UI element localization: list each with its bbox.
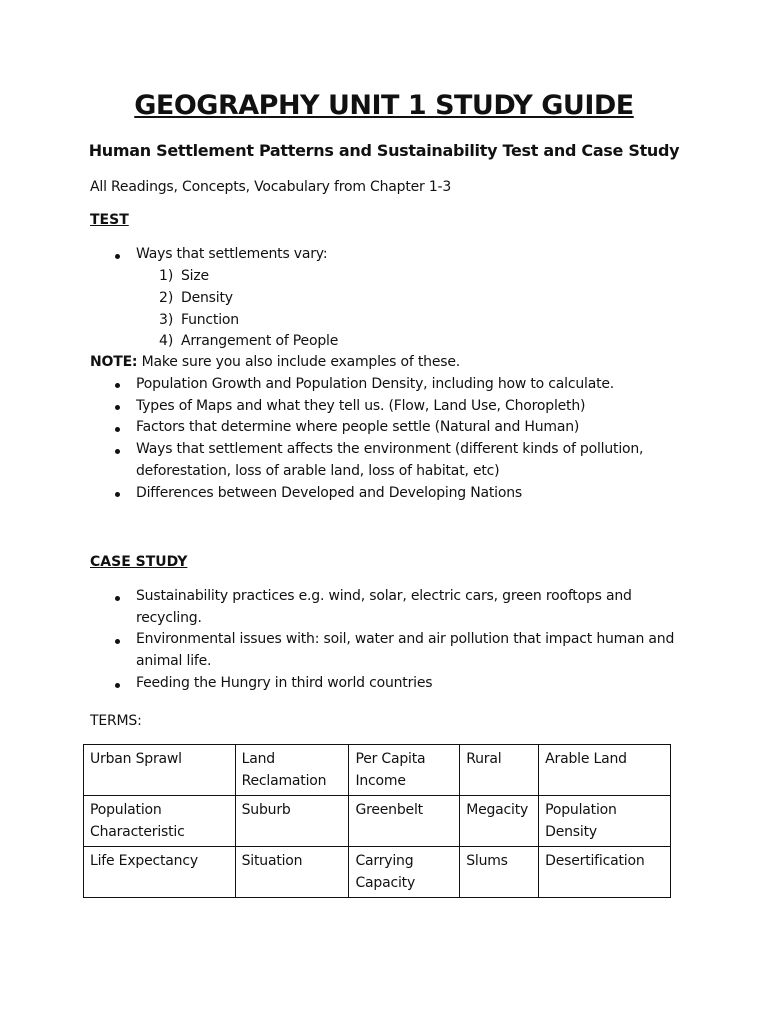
term-text: Greenbelt <box>355 802 423 818</box>
note-line <box>90 354 460 370</box>
numbered-item: Arrangement of People <box>181 333 339 349</box>
numbered-marker: 1) <box>159 268 174 284</box>
bullet-dot <box>115 449 120 454</box>
term-cell <box>235 745 349 796</box>
term-cell <box>235 847 349 898</box>
numbered-marker: 3) <box>159 312 174 328</box>
term-text: Life Expectancy <box>90 853 198 869</box>
case-study-bullet-continuation: animal life. <box>136 653 212 669</box>
test-bullet: Differences between Developed and Developing Nations <box>136 485 522 501</box>
bullet-dot <box>115 683 120 688</box>
term-text: Income <box>355 773 406 789</box>
note-text: Make sure you also include examples of these. <box>137 354 461 370</box>
term-text: Population <box>90 802 162 818</box>
terms-label: TERMS: <box>90 713 142 729</box>
numbered-item: Density <box>181 290 233 306</box>
term-text: Desertification <box>545 853 645 869</box>
test-bullet: Factors that determine where people settle (Natural and Human) <box>136 419 580 435</box>
term-cell <box>539 796 671 847</box>
numbered-marker: 4) <box>159 333 174 349</box>
term-text: Urban Sprawl <box>90 751 182 767</box>
term-cell <box>539 745 671 796</box>
test-bullet: Population Growth and Population Density, including how to calculate. <box>136 376 615 392</box>
term-cell <box>460 745 539 796</box>
numbered-item: Function <box>181 312 239 328</box>
term-text: Reclamation <box>241 773 327 789</box>
note-label: NOTE: <box>90 354 138 370</box>
test-bullet: Types of Maps and what they tell us. (Flow, Land Use, Choropleth) <box>136 398 586 414</box>
term-cell <box>349 745 460 796</box>
term-text: Land <box>241 751 275 767</box>
test-bullet: Ways that settlement affects the environment (different kinds of pollution, <box>136 441 644 457</box>
case-study-bullet-continuation: recycling. <box>136 610 202 626</box>
term-cell <box>235 796 349 847</box>
term-cell <box>84 796 236 847</box>
term-text: Arable Land <box>545 751 627 767</box>
term-text: Rural <box>466 751 502 767</box>
test-bullet-continuation: deforestation, loss of arable land, loss of habitat, etc) <box>136 463 500 479</box>
term-text: Population <box>545 802 617 818</box>
intro-text: All Readings, Concepts, Vocabulary from Chapter 1-3 <box>90 179 452 195</box>
term-text: Characteristic <box>90 824 185 840</box>
case-study-bullet: Environmental issues with: soil, water and air pollution that impact human and <box>136 631 675 647</box>
term-text: Suburb <box>241 802 291 818</box>
numbered-marker: 2) <box>159 290 174 306</box>
term-text: Situation <box>241 853 303 869</box>
case-study-bullet: Sustainability practices e.g. wind, solar, electric cars, green rooftops and <box>136 588 632 604</box>
case-study-heading: CASE STUDY <box>90 554 188 570</box>
table-row <box>84 745 671 796</box>
numbered-item: Size <box>181 268 209 284</box>
table-row <box>84 847 671 898</box>
case-study-bullet: Feeding the Hungry in third world countries <box>136 675 433 691</box>
term-text: Carrying <box>355 853 414 869</box>
term-text: Density <box>545 824 597 840</box>
term-cell <box>84 745 236 796</box>
term-cell <box>349 796 460 847</box>
table-row <box>84 796 671 847</box>
terms-table <box>83 744 671 898</box>
bullet-dot <box>115 639 120 644</box>
bullet-dot <box>115 254 120 259</box>
bullet-dot <box>115 492 120 497</box>
term-text: Per Capita <box>355 751 426 767</box>
document-subtitle: Human Settlement Patterns and Sustainability Test and Case Study <box>88 141 680 160</box>
term-text: Capacity <box>355 875 416 891</box>
bullet-dot <box>115 427 120 432</box>
term-cell <box>460 796 539 847</box>
term-cell <box>349 847 460 898</box>
term-text: Slums <box>466 853 508 869</box>
term-text: Megacity <box>466 802 529 818</box>
bullet-dot <box>115 596 120 601</box>
bullet-dot <box>115 383 120 388</box>
test-bullet-settlements-vary: Ways that settlements vary: <box>136 246 328 262</box>
term-cell <box>539 847 671 898</box>
test-heading: TEST <box>90 212 129 228</box>
term-cell <box>460 847 539 898</box>
bullet-dot <box>115 405 120 410</box>
term-cell <box>84 847 236 898</box>
document-title: GEOGRAPHY UNIT 1 STUDY GUIDE <box>134 90 634 121</box>
